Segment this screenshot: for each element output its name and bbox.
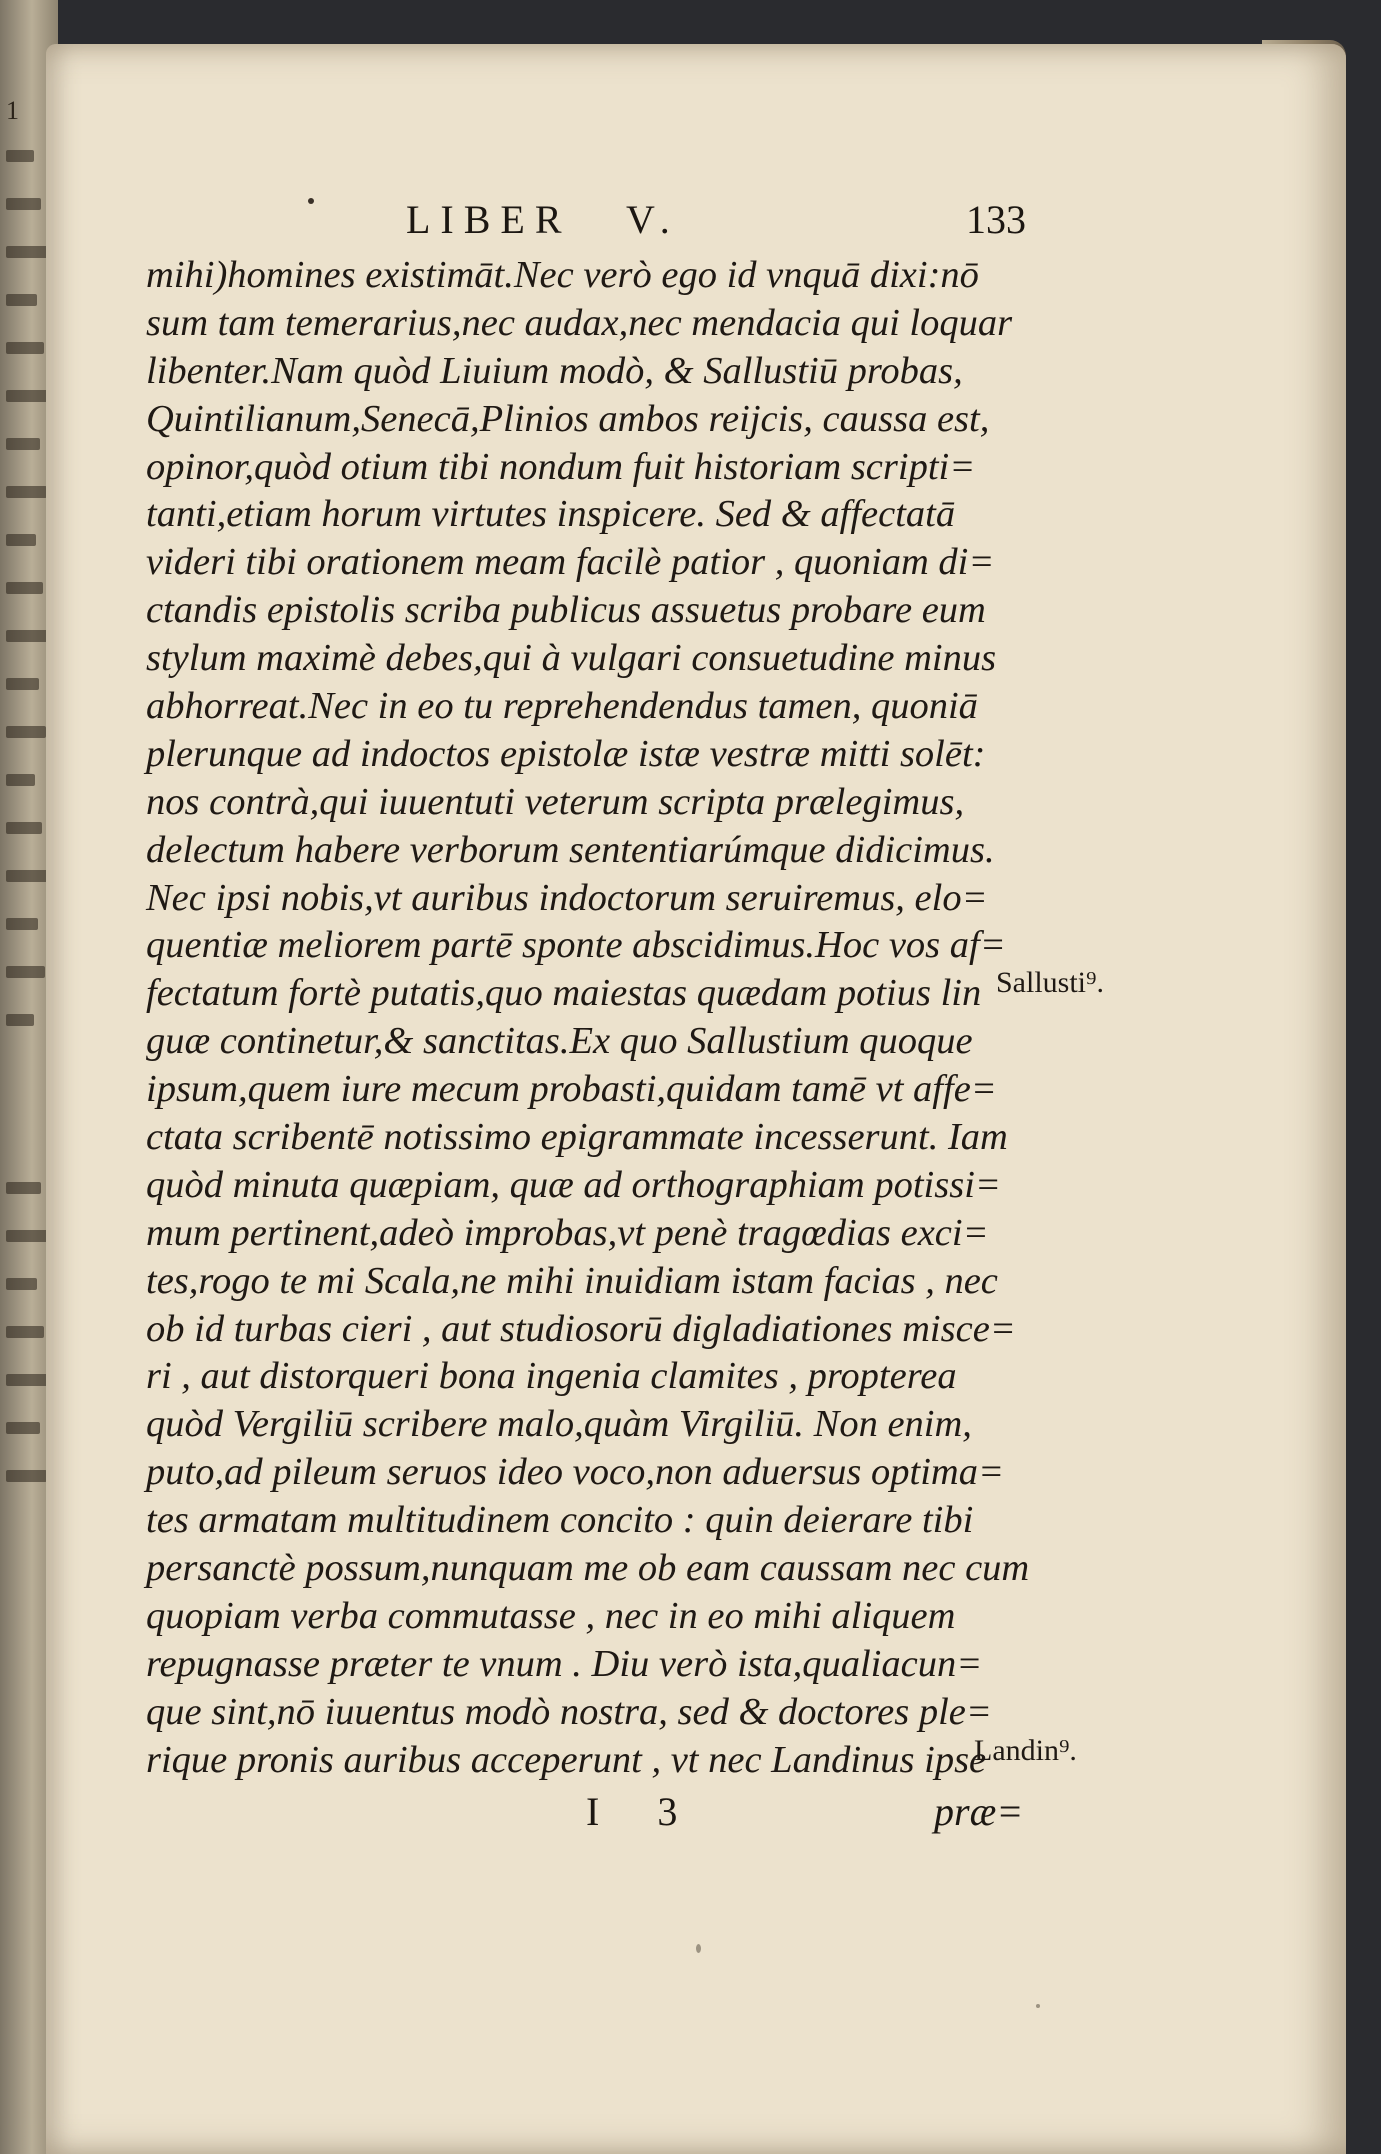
signature-mark: I 3 bbox=[586, 1789, 702, 1834]
text-line: rique pronis auribus acceperunt , vt nec Landinus ipse bbox=[146, 1738, 987, 1781]
text-line: ri , aut distorqueri bona ingenia clamites , propterea bbox=[146, 1355, 957, 1398]
text-line: ipsum,quem iure mecum probasti,quidam tamē vt affe= bbox=[146, 1068, 997, 1111]
text-line: guæ continetur,& sanctitas.Ex quo Sallustium quoque bbox=[146, 1020, 973, 1063]
text-line: quòd Vergiliū scribere malo,quàm Virgiliū. Non enim, bbox=[146, 1403, 972, 1446]
book-page bbox=[46, 44, 1346, 2154]
text-line: Nec ipsi nobis,vt auribus indoctorum seruiremus, elo= bbox=[146, 876, 988, 919]
previous-page-text-fragment bbox=[6, 1422, 40, 1434]
marginal-note-landinus: Landin⁹. bbox=[974, 1734, 1077, 1767]
text-line: mum pertinent,adeò improbas,vt penè tragœdias exci= bbox=[146, 1211, 989, 1254]
text-line: quopiam verba commutasse , nec in eo mihi aliquem bbox=[146, 1594, 956, 1637]
text-line: tanti,etiam horum virtutes inspicere. Sed & affectatā bbox=[146, 493, 956, 536]
previous-page-text-fragment bbox=[6, 630, 50, 642]
previous-page-text-fragment bbox=[6, 1230, 48, 1242]
text-line: quentiæ meliorem partē sponte abscidimus.Hoc vos af= bbox=[146, 924, 1006, 967]
previous-page-text-fragment bbox=[6, 486, 47, 498]
previous-page-text-fragment bbox=[6, 1470, 47, 1482]
text-line: opinor,quòd otium tibi nondum fuit historiam scripti= bbox=[146, 445, 976, 488]
text-line: fectatum fortè putatis,quo maiestas quædam potius lin bbox=[146, 972, 982, 1015]
text-line: tes,rogo te mi Scala,ne mihi inuidiam istam facias , nec bbox=[146, 1259, 998, 1302]
text-line: videri tibi orationem meam facilè patior , quoniam di= bbox=[146, 541, 995, 584]
previous-page-text-fragment bbox=[6, 918, 38, 930]
header-dot-mark bbox=[308, 198, 314, 204]
text-line: nos contrà,qui iuuentuti veterum scripta prælegimus, bbox=[146, 780, 965, 823]
previous-page-text-fragment bbox=[6, 966, 45, 978]
text-line: puto,ad pileum seruos ideo voco,non aduersus optima= bbox=[146, 1451, 1004, 1494]
previous-page-text-fragment bbox=[6, 678, 39, 690]
previous-page-text-fragment bbox=[6, 198, 41, 210]
previous-page-number: 1 bbox=[6, 96, 19, 125]
text-line: plerunque ad indoctos epistolæ istæ vestræ mitti solēt: bbox=[146, 732, 986, 775]
text-line: mihi)homines existimāt.Nec verò ego id vnquā dixi:nō bbox=[146, 254, 979, 296]
page-number: 133 bbox=[966, 197, 1026, 242]
previous-page-text-fragment bbox=[6, 534, 36, 546]
text-line: persanctè possum,nunquam me ob eam caussam nec cum bbox=[146, 1547, 1030, 1590]
text-line: sum tam temerarius,nec audax,nec mendacia qui loquar bbox=[146, 301, 1013, 344]
running-title: LIBER bbox=[406, 197, 572, 242]
text-line: libenter.Nam quòd Liuium modò, & Sallustiū probas, bbox=[146, 349, 963, 392]
text-line: ctata scribentē notissimo epigrammate incesserunt. Iam bbox=[146, 1116, 1008, 1159]
previous-page-text-fragment bbox=[6, 1374, 51, 1386]
previous-page-text-fragment bbox=[6, 870, 49, 882]
previous-page-text-fragment bbox=[6, 822, 42, 834]
previous-page-text-fragment bbox=[6, 1182, 41, 1194]
text-line: ctandis epistolis scriba publicus assuetus probare eum bbox=[146, 589, 986, 632]
text-line: quòd minuta quæpiam, quæ ad orthographiam potissi= bbox=[146, 1163, 1001, 1206]
previous-page-text-fragment bbox=[6, 342, 44, 354]
previous-page-text-fragment bbox=[6, 1278, 37, 1290]
previous-page-text-fragment bbox=[6, 726, 46, 738]
page-footer bbox=[46, 1788, 1346, 1838]
text-line: stylum maximè debes,qui à vulgari consuetudine minus bbox=[146, 637, 997, 680]
text-line: Quintilianum,Senecā,Plinios ambos reijcis, caussa est, bbox=[146, 397, 990, 440]
previous-page-text-fragment bbox=[6, 246, 48, 258]
previous-page-text-fragment bbox=[6, 438, 40, 450]
previous-page-text-fragment bbox=[6, 1014, 34, 1026]
paper-speck bbox=[1036, 2004, 1040, 2008]
text-line: tes armatam multitudinem concito : quin deierare tibi bbox=[146, 1499, 974, 1542]
text-line: ob id turbas cieri , aut studiosorū digladiationes misce= bbox=[146, 1307, 1016, 1350]
paper-speck bbox=[696, 1944, 701, 1953]
text-line: que sint,nō iuuentus modò nostra, sed & doctores ple= bbox=[146, 1690, 992, 1733]
previous-page-text-fragment bbox=[6, 582, 43, 594]
text-line: abhorreat.Nec in eo tu reprehendendus tamen, quoniā bbox=[146, 685, 978, 728]
marginal-note-sallustius: Sallusti⁹. bbox=[996, 966, 1104, 999]
text-line: repugnasse præter te vnum . Diu verò ista,qualiacun= bbox=[146, 1642, 983, 1685]
previous-page-text-fragment bbox=[6, 390, 51, 402]
running-header bbox=[406, 196, 1056, 248]
body-text bbox=[146, 252, 1066, 1785]
previous-page-text-fragment bbox=[6, 774, 35, 786]
previous-page-text-fragment bbox=[6, 150, 34, 162]
chapter-number: V. bbox=[626, 197, 680, 242]
previous-page-text-fragment bbox=[6, 1326, 44, 1338]
previous-page-text-fragment bbox=[6, 294, 37, 306]
text-line: delectum habere verborum sententiarúmque didicimus. bbox=[146, 828, 995, 871]
catchword: præ= bbox=[934, 1789, 1024, 1834]
